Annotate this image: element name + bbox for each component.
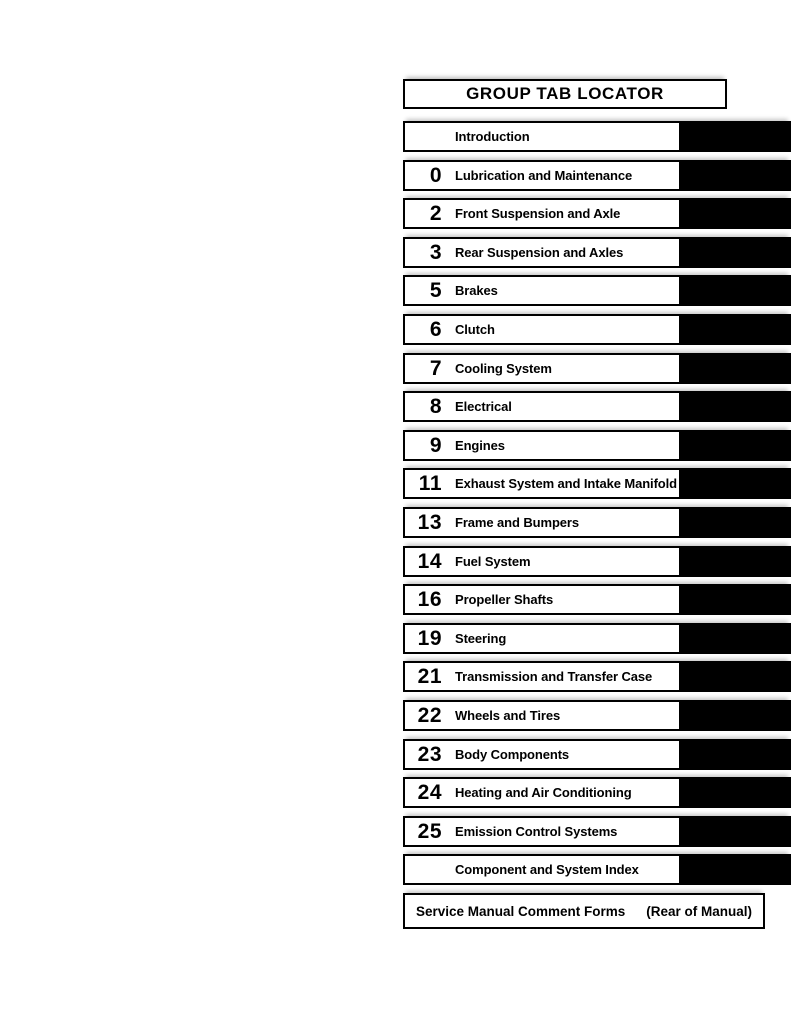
tab-row-group-11 <box>403 468 791 499</box>
group-entry <box>403 198 681 229</box>
tab-row-group-21 <box>403 661 791 692</box>
tab-row-group-25 <box>403 816 791 847</box>
group-label: Heating and Air Conditioning <box>455 785 632 801</box>
group-number: 22 <box>417 703 442 727</box>
thumb-tab <box>681 623 791 654</box>
group-label: Front Suspension and Axle <box>455 206 621 222</box>
thumb-tab <box>681 198 791 229</box>
tab-row-introduction <box>403 121 791 152</box>
group-entry <box>403 661 681 692</box>
group-entry <box>403 353 681 384</box>
tab-row-group-0 <box>403 160 791 191</box>
thumb-tab <box>681 546 791 577</box>
group-label: Steering <box>455 630 507 646</box>
group-label: Fuel System <box>455 553 531 569</box>
tab-row-group-22 <box>403 700 791 731</box>
thumb-tab <box>681 237 791 268</box>
tab-row-group-6 <box>403 314 791 345</box>
group-entry <box>403 121 681 152</box>
group-label: Lubrication and Maintenance <box>455 167 633 183</box>
tab-row-group-13 <box>403 507 791 538</box>
group-entry <box>403 816 681 847</box>
group-number: 23 <box>417 742 442 766</box>
group-entry <box>403 275 681 306</box>
tab-row-group-8 <box>403 391 791 422</box>
tab-row-group-3 <box>403 237 791 268</box>
group-entry <box>403 623 681 654</box>
group-number: 25 <box>417 819 442 843</box>
group-number: 3 <box>429 240 442 264</box>
page-title-text: GROUP TAB LOCATOR <box>466 84 664 103</box>
group-label: Cooling System <box>455 360 552 376</box>
group-label: Rear Suspension and Axles <box>455 244 624 260</box>
group-number: 9 <box>429 433 442 457</box>
thumb-tab <box>681 160 791 191</box>
group-entry <box>403 584 681 615</box>
group-entry <box>403 739 681 770</box>
group-number: 21 <box>417 665 442 689</box>
group-number: 19 <box>417 626 442 650</box>
group-entry <box>403 430 681 461</box>
thumb-tab <box>681 430 791 461</box>
group-entry <box>403 700 681 731</box>
page-title <box>403 79 727 109</box>
thumb-tab <box>681 353 791 384</box>
group-number: 2 <box>429 202 442 226</box>
group-number: 13 <box>417 510 442 534</box>
group-number: 5 <box>429 279 442 303</box>
group-label: Exhaust System and Intake Manifold <box>455 476 677 492</box>
group-label: Introduction <box>455 129 530 144</box>
comment-forms-note: (Rear of Manual) <box>646 903 752 919</box>
tab-row-group-14 <box>403 546 791 577</box>
tab-row-group-23 <box>403 739 791 770</box>
group-entry <box>403 854 681 885</box>
group-number: 11 <box>418 472 442 496</box>
group-number: 8 <box>429 395 442 419</box>
group-label: Emission Control Systems <box>455 823 618 839</box>
group-label: Engines <box>455 437 505 453</box>
group-entry <box>403 546 681 577</box>
thumb-tab <box>681 816 791 847</box>
group-number: 14 <box>417 549 442 573</box>
group-entry <box>403 314 681 345</box>
thumb-tab <box>681 507 791 538</box>
thumb-tab <box>681 275 791 306</box>
group-entry <box>403 237 681 268</box>
thumb-tab <box>681 777 791 808</box>
comment-forms-label: Service Manual Comment Forms <box>416 903 626 919</box>
group-label: Propeller Shafts <box>455 592 554 608</box>
group-entry <box>403 777 681 808</box>
tab-row-group-24 <box>403 777 791 808</box>
tab-row-group-5 <box>403 275 791 306</box>
thumb-tab <box>681 854 791 885</box>
thumb-tab <box>681 314 791 345</box>
group-entry <box>403 468 681 499</box>
tab-row-group-7 <box>403 353 791 384</box>
group-label: Body Components <box>455 746 570 762</box>
thumb-tab <box>681 121 791 152</box>
tab-row-group-16 <box>403 584 791 615</box>
group-number: 24 <box>417 781 442 805</box>
thumb-tab <box>681 584 791 615</box>
tab-row-index <box>403 854 791 885</box>
group-label: Frame and Bumpers <box>455 514 580 530</box>
group-entry <box>403 391 681 422</box>
group-number: 0 <box>429 163 442 187</box>
group-label: Clutch <box>455 321 495 337</box>
group-number: 6 <box>429 317 442 341</box>
thumb-tab <box>681 700 791 731</box>
tab-row-group-19 <box>403 623 791 654</box>
thumb-tab <box>681 739 791 770</box>
group-label: Electrical <box>455 399 512 415</box>
group-number: 16 <box>417 588 442 612</box>
tab-row-group-2 <box>403 198 791 229</box>
tab-row-group-9 <box>403 430 791 461</box>
thumb-tab <box>681 391 791 422</box>
comment-forms-box <box>403 893 765 929</box>
thumb-tab <box>681 468 791 499</box>
thumb-tab <box>681 661 791 692</box>
group-tab-list <box>403 121 791 893</box>
group-entry <box>403 507 681 538</box>
group-label: Component and System Index <box>455 862 639 878</box>
group-label: Brakes <box>455 283 498 299</box>
group-entry <box>403 160 681 191</box>
group-label: Transmission and Transfer Case <box>455 669 653 685</box>
group-number: 7 <box>429 356 442 380</box>
group-label: Wheels and Tires <box>455 707 561 723</box>
